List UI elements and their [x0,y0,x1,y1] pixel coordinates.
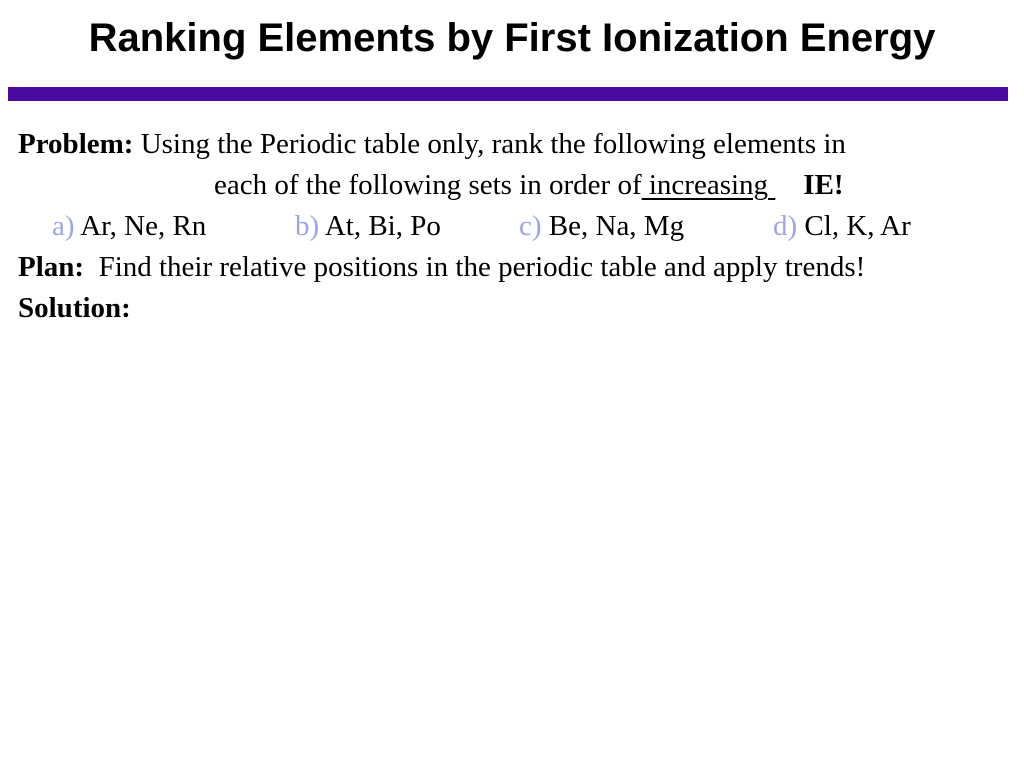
set-a-label: a) [52,210,75,242]
set-b-elements: At, Bi, Po [324,210,441,242]
problem-label: Problem: [18,128,134,160]
plan-text: Find their relative positions in the periodic table and apply trends! [98,251,866,283]
slide-body [18,124,1018,329]
plan-line [18,247,1018,288]
title-divider [8,87,1008,101]
set-b [295,206,441,247]
set-c [519,206,684,247]
set-a [52,206,206,247]
problem-text-line2: each of the following sets in order of [214,169,642,201]
set-c-elements: Be, Na, Mg [548,210,685,242]
solution-line [18,288,1018,329]
slide-title: Ranking Elements by First Ionization Energy [88,16,936,60]
solution-label: Solution: [18,292,131,324]
problem-line-1 [18,124,1018,165]
problem-text-line1: Using the Periodic table only, rank the following elements in [140,128,846,160]
set-b-label: b) [295,210,320,242]
plan-label: Plan: [18,251,85,283]
ie-emphasis: IE! [803,169,844,201]
set-c-label: c) [519,210,542,242]
set-d-elements: Cl, K, Ar [804,210,911,242]
set-d [773,206,911,247]
problem-line-2 [18,165,1018,206]
set-a-elements: Ar, Ne, Rn [80,210,207,242]
element-sets [18,206,1018,247]
set-d-label: d) [773,210,798,242]
increasing-underlined: increasing [641,169,769,201]
